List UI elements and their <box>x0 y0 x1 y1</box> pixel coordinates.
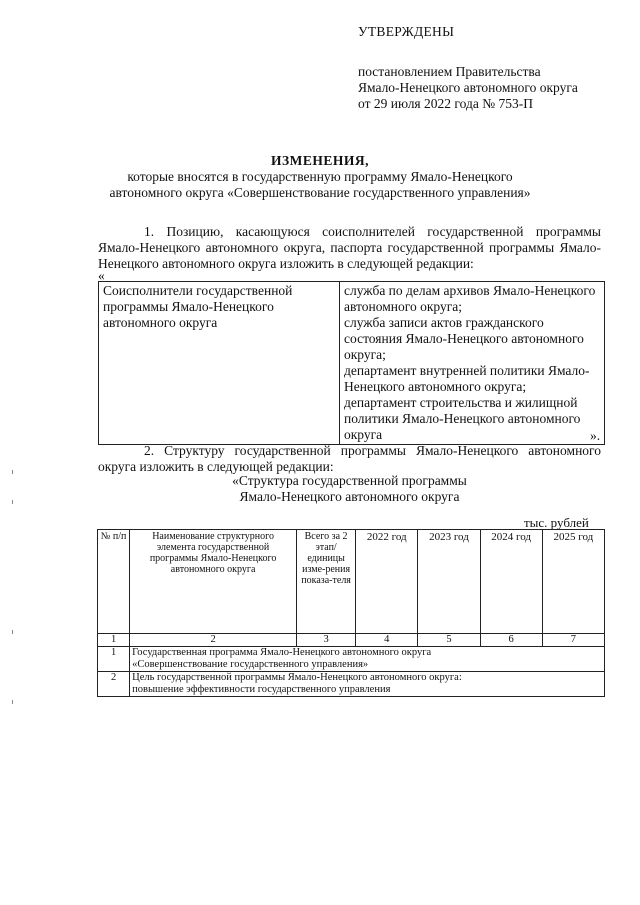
col-number: 3 <box>297 634 356 647</box>
table-header-row <box>98 530 605 634</box>
structure-title <box>98 473 601 505</box>
units-label: тыс. рублей <box>524 515 589 530</box>
close-quote: ». <box>590 428 601 443</box>
col-number: 1 <box>98 634 130 647</box>
section-1-paragraph <box>98 224 601 272</box>
document-title <box>90 153 550 201</box>
list-item: служба записи актов гражданского состояния Ямало-Ненецкого автономного округа; <box>344 315 584 362</box>
row-number: 1 <box>98 647 130 672</box>
approval-heading: УТВЕРЖДЕНЫ <box>358 24 455 39</box>
col-number: 2 <box>130 634 297 647</box>
approval-line-1: постановлением Правительства <box>358 64 541 79</box>
row-text <box>130 647 605 672</box>
col-number: 4 <box>356 634 418 647</box>
list-item: департамент внутренней политики Ямало-Ненецкого автономного округа; <box>344 363 590 394</box>
title-heading: ИЗМЕНЕНИЯ, <box>270 153 369 168</box>
title-line-2: автономного округа «Совершенствование государственного управления» <box>109 185 531 200</box>
section-1-text: 1. Позицию, касающуюся соисполнителей государственной программы Ямало-Ненецкого автономного округа, паспорта государственной программы Ямало-Ненецкого автономного округа изложить в следующей редакции: <box>98 224 601 271</box>
scan-mark <box>12 630 13 634</box>
table-row <box>98 647 605 672</box>
structure-title-line-2: Ямало-Ненецкого автономного округа <box>239 489 460 504</box>
header-2025: 2025 год <box>542 530 604 634</box>
list-item: департамент строительства и жилищной политики Ямало-Ненецкого автономного округа <box>344 395 581 442</box>
scan-mark <box>12 470 13 474</box>
col-number: 6 <box>480 634 542 647</box>
approval-block <box>358 24 578 112</box>
row-text-line: Цель государственной программы Ямало-Ненецкого автономного округа: <box>132 672 462 683</box>
header-2022: 2022 год <box>356 530 418 634</box>
table-row <box>99 282 605 445</box>
section-2-text: 2. Структуру государственной программы Ямало-Ненецкого автономного округа изложить в следующей редакции: <box>98 443 601 474</box>
list-item: служба по делам архивов Ямало-Ненецкого автономного округа; <box>344 283 596 314</box>
approval-line-3: от 29 июля 2022 года № 753-П <box>358 96 533 111</box>
scan-mark <box>12 500 13 504</box>
col-number: 7 <box>542 634 604 647</box>
row-text-line: повышение эффективности государственного управления <box>132 684 391 695</box>
co-executors-table <box>98 281 605 445</box>
header-num: № п/п <box>98 530 130 634</box>
co-executors-label: Соисполнители государственной программы Ямало-Ненецкого автономного округа <box>99 282 340 445</box>
col-number: 5 <box>418 634 480 647</box>
column-number-row <box>98 634 605 647</box>
header-total: Всего за 2 этап/ единицы изме-рения показа-теля <box>297 530 356 634</box>
structure-table <box>97 529 605 697</box>
table-row <box>98 672 605 697</box>
row-number: 2 <box>98 672 130 697</box>
open-quote: « <box>98 268 105 283</box>
row-text <box>130 672 605 697</box>
co-executors-list <box>340 282 605 445</box>
scan-mark <box>12 700 13 704</box>
row-text-line: Государственная программа Ямало-Ненецкого автономного округа <box>132 647 432 658</box>
approval-line-2: Ямало-Ненецкого автономного округа <box>358 80 578 95</box>
title-line-1: которые вносятся в государственную программу Ямало-Ненецкого <box>127 169 513 184</box>
header-name: Наименование структурного элемента государственной программы Ямало-Ненецкого автономного округа <box>130 530 297 634</box>
header-2023: 2023 год <box>418 530 480 634</box>
section-2-paragraph <box>98 443 601 475</box>
header-2024: 2024 год <box>480 530 542 634</box>
row-text-line: «Совершенствование государственного управления» <box>132 659 369 670</box>
structure-title-line-1: «Структура государственной программы <box>232 473 467 488</box>
